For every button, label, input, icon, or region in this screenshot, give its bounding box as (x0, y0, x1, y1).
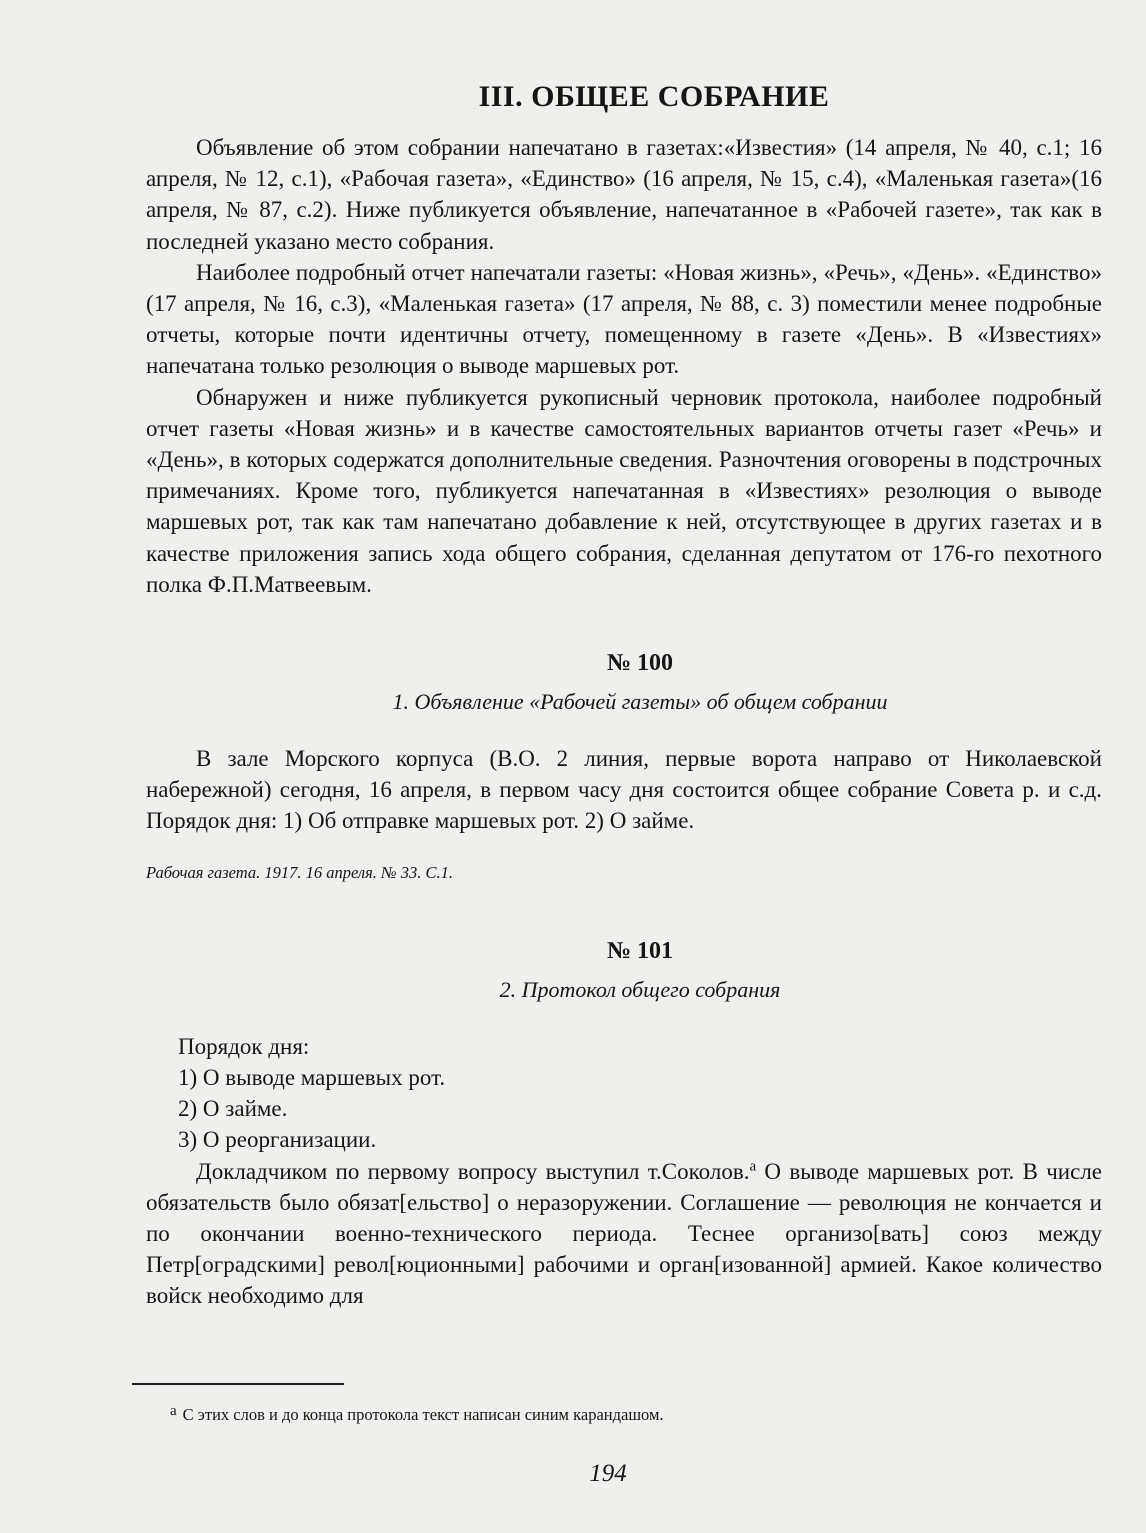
agenda-heading: Порядок дня: (178, 1033, 310, 1059)
footnote-divider (132, 1383, 344, 1385)
doc-100-text: В зале Морского корпуса (В.О. 2 линия, первые ворота направо от Николаевской набережной) сегодня, 16 апреля, в первом часу дня состоится общее собрание Совета р. и с.д. Порядок дня: 1) Об отправке маршевых рот. 2) О займе. (146, 746, 1102, 834)
agenda-item-1: 1) О выводе маршевых рот. (178, 1065, 446, 1091)
doc-100-source: Рабочая газета. 1917. 16 апреля. № 33. С.1. (146, 862, 453, 882)
agenda-item-3: 3) О реорганизации. (178, 1127, 377, 1153)
doc-100-number: № 100 (606, 650, 674, 677)
doc-101-text (146, 1156, 1102, 1312)
doc-101-text-start: Докладчиком по первому вопросу выступил т.Соколов. (196, 1158, 750, 1184)
footnote-reference: а (749, 1158, 757, 1175)
doc-100-title: 1. Объявление «Рабочей газеты» об общем собрании (392, 689, 888, 715)
footnote-mark: а (170, 1403, 177, 1419)
footnote-text: С этих слов и до конца протокола текст написан синим карандашом. (182, 1405, 664, 1424)
intro-text (146, 132, 1102, 600)
footnote (170, 1404, 664, 1427)
agenda-list (146, 1031, 1102, 1156)
doc-101-title: 2. Протокол общего собрания (499, 976, 781, 1002)
doc-101-number: № 101 (606, 937, 674, 964)
intro-paragraph-3: Обнаружен и ниже публикуется рукописный черновик протокола, наиболее подробный отчет газеты «Новая жизнь» и в качестве самостоятельных вариантов отчеты газет «Речь» и «День», в которых содержатся дополнительные сведения. Разночтения оговорены в подстрочных примечаниях. Кроме того, публикуется напечатанная в «Известиях» резолюция о выводе маршевых рот, так как там напечатано добавление к ней, отсутствующее в других газетах и в качестве приложения запись хода общего собрания, сделанная депутатом от 176-го пехотного полка Ф.П.Матвеевым. (146, 384, 1102, 597)
doc-101-text-rest: О выводе маршевых рот. В числе обязательств было обязат[ельство] о неразоружении. Соглашение — революция не кончается и по окончании военно-технического периода. Теснее организо[вать] союз между Петр[оградскими] револ[юционными] рабочими и орган[изованной] армией. Какое количество войск необходимо для (146, 1158, 1103, 1309)
section-title: III. ОБЩЕЕ СОБРАНИЕ (478, 80, 830, 113)
intro-paragraph-1: Объявление об этом собрании напечатано в газетах:«Известия» (14 апреля, № 40, с.1; 16 апреля, № 12, с.1), «Рабочая газета», «Единство» (16 апреля, № 15, с.4), «Маленькая газета»(16 апреля, № 87, с.2). Ниже публикуется объявление, напечатанное в «Рабочей газете», так как в последней указано место собрания. (146, 135, 1102, 254)
agenda-item-2: 2) О займе. (178, 1096, 288, 1122)
page-number: 194 (589, 1460, 627, 1487)
intro-paragraph-2: Наиболее подробный отчет напечатали газеты: «Новая жизнь», «Речь», «День». «Единство» (17 апреля, № 16, с.3), «Маленькая газета» (17 апреля, № 88, с. 3) поместили менее подробные отчеты, которые почти идентичны отчету, помещенному в газете «День». В «Известиях» напечатана только резолюция о выводе маршевых рот. (146, 259, 1102, 379)
